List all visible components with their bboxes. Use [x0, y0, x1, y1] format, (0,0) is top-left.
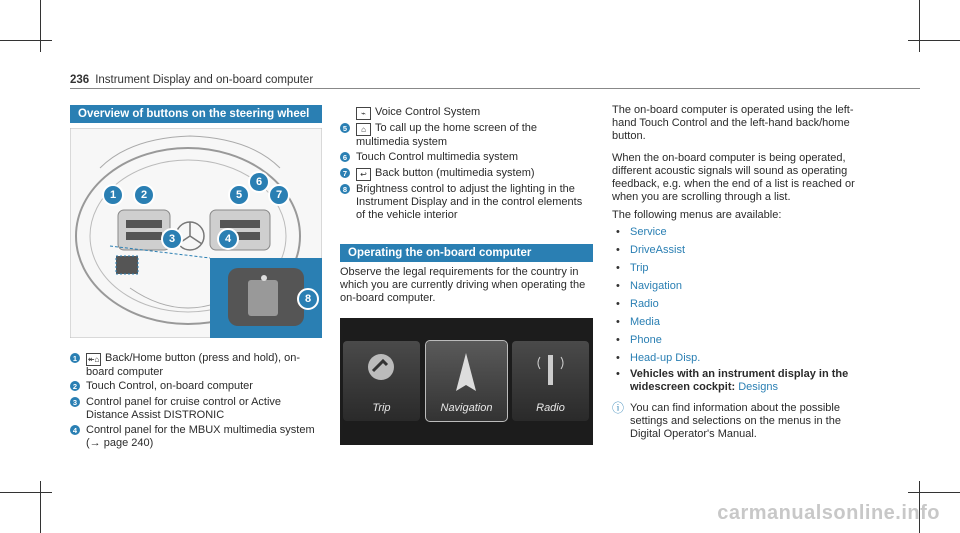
display-screenshot — [340, 318, 593, 445]
menu-link-media[interactable]: Media — [630, 316, 660, 328]
callout-6: 6 — [248, 171, 270, 193]
crop-mark — [908, 40, 960, 41]
menu-link-navigation[interactable]: Navigation — [630, 280, 682, 292]
item-text: Back button (multimedia system) — [375, 167, 535, 179]
callout-4: 4 — [217, 228, 239, 250]
list-item — [70, 380, 320, 393]
tile-label: Navigation — [440, 402, 493, 414]
section-heading-text: Overview of buttons on the steering wheel — [78, 108, 310, 120]
paragraph: When the on-board computer is being operated, different acoustic signals will sound as operating feedback, e.g. when the end of a list is reached or when you are scrolling through a list. — [612, 152, 855, 203]
item-number: 7 — [340, 168, 350, 178]
list-item — [340, 183, 590, 222]
list-item: • Radio — [612, 295, 872, 313]
item-text: Brightness control to adjust the lighting in the Instrument Display and in the control elements of the vehicle interior — [356, 183, 583, 221]
navigation-icon — [426, 341, 507, 397]
section-body: Observe the legal requirements for the country in which you are currently driving when operating the on-board computer. — [340, 266, 586, 304]
tile-radio — [512, 341, 589, 421]
item-number: 4 — [70, 425, 80, 435]
radio-icon — [512, 341, 589, 391]
list-item: • Trip — [612, 259, 872, 277]
item-text: Vehicles with an instrument display in the widescreen cockpit: — [630, 368, 849, 393]
list-item — [340, 151, 590, 164]
callout-5: 5 — [228, 184, 250, 206]
paragraph: The on-board computer is operated using the left-hand Touch Control and the left-hand back/home button. — [612, 104, 854, 142]
paragraph: The following menus are available: — [612, 209, 782, 221]
section-heading-text: Operating the on-board computer — [348, 247, 532, 259]
item-number: 8 — [340, 184, 350, 194]
list-item — [70, 352, 320, 379]
page-header — [70, 74, 313, 86]
menu-link-head-up-disp[interactable]: Head-up Disp. — [630, 352, 701, 364]
menu-link-service[interactable]: Service — [630, 226, 667, 238]
trip-icon — [343, 341, 420, 391]
list-item: • Phone — [612, 331, 872, 349]
item-text: Voice Control System — [375, 106, 481, 118]
list-item: • Media — [612, 313, 872, 331]
list-item: • Navigation — [612, 277, 872, 295]
section-heading-operating — [340, 244, 593, 262]
item-text: To call up the home screen of the multimedia system — [356, 122, 538, 148]
menu-link-radio[interactable]: Radio — [630, 298, 659, 310]
list-item: • DriveAssist — [612, 241, 872, 259]
note-text: You can find information about the possible settings and selections on the menus in the Digital Operator's Manual. — [630, 402, 841, 440]
list-item: • Head-up Disp. — [612, 349, 872, 367]
list-item — [70, 396, 320, 422]
menu-link-designs[interactable]: Designs — [738, 381, 778, 393]
item-number: 3 — [70, 397, 80, 407]
crop-mark — [40, 481, 41, 533]
back-home-icon: ↞⌂ — [87, 355, 100, 364]
menu-link-driveassist[interactable]: DriveAssist — [630, 244, 686, 256]
crop-mark — [0, 40, 52, 41]
item-number: 1 — [70, 353, 80, 363]
page-title: Instrument Display and on-board computer — [95, 74, 314, 86]
steering-wheel-figure — [70, 128, 322, 338]
note — [612, 402, 872, 441]
voice-control-icon: ⌁ — [356, 107, 371, 120]
tile-navigation — [426, 341, 507, 421]
home-icon: ⌂ — [356, 123, 371, 136]
crop-mark — [0, 492, 52, 493]
item-number: 2 — [70, 381, 80, 391]
tile-label: Radio — [536, 402, 565, 414]
tile-label: Trip — [372, 402, 391, 414]
menu-list — [612, 223, 872, 367]
item-text: Control panel for cruise control or Active Distance Assist DISTRONIC — [86, 396, 282, 421]
tile-trip — [343, 341, 420, 421]
crop-mark — [40, 0, 41, 52]
list-item — [340, 167, 590, 181]
crop-mark — [919, 0, 920, 52]
info-icon: ⓘ — [612, 401, 625, 415]
list-item: • Vehicles with an instrument display in the widescreen cockpit: Designs — [616, 368, 849, 393]
item-text: Back/Home button (press and hold), on-board computer — [86, 352, 301, 378]
list-item — [340, 122, 590, 149]
header-rule — [70, 88, 920, 89]
callout-1: 1 — [102, 184, 124, 206]
item-text: Control panel for the MBUX multimedia system (→ page 240) — [86, 424, 315, 449]
menu-link-trip[interactable]: Trip — [630, 262, 649, 274]
back-icon: ↩ — [356, 168, 371, 181]
page-number: 236 — [70, 74, 90, 86]
menu-link-phone[interactable]: Phone — [630, 334, 662, 346]
item-number: 6 — [340, 152, 350, 162]
callout-2: 2 — [133, 184, 155, 206]
section-heading-overview — [70, 105, 322, 123]
item-text: Touch Control, on-board computer — [86, 380, 253, 392]
list-item: • Service — [612, 223, 872, 241]
item-text: Touch Control multimedia system — [356, 151, 519, 163]
item-number: 5 — [340, 123, 350, 133]
crop-mark — [908, 492, 960, 493]
list-item — [356, 106, 596, 120]
watermark: carmanualsonline.info — [717, 502, 940, 524]
list-item — [70, 424, 320, 450]
callout-3: 3 — [161, 228, 183, 250]
callout-8: 8 — [297, 288, 319, 310]
callout-7: 7 — [268, 184, 290, 206]
